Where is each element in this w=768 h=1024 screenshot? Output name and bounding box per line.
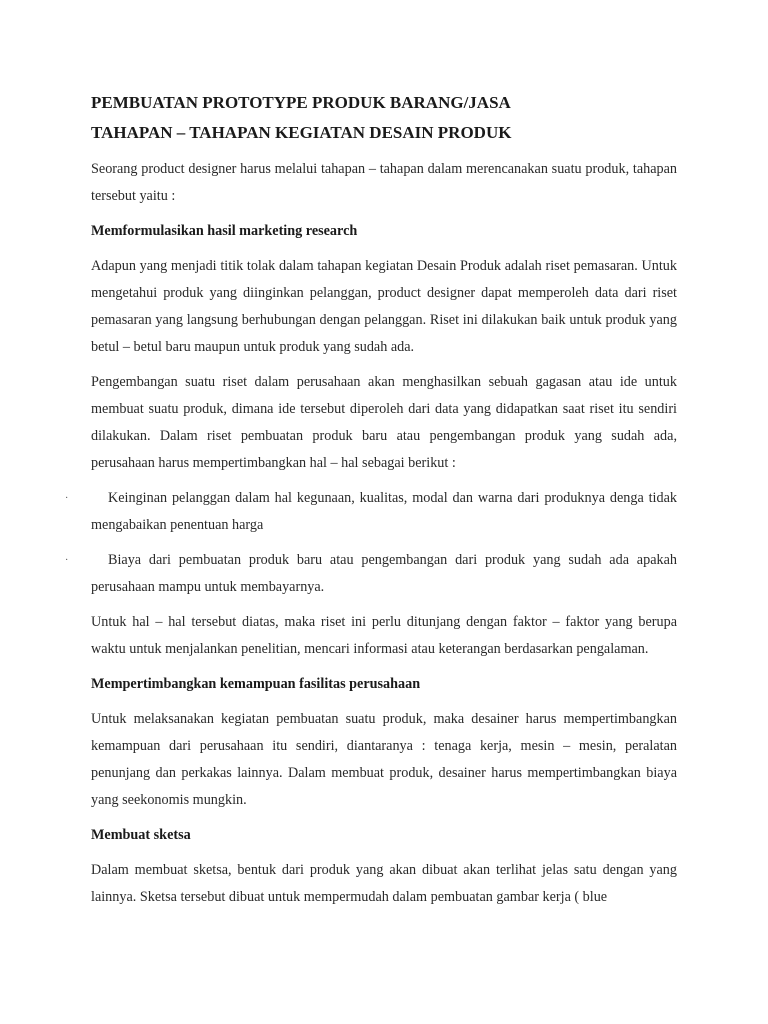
paragraph-marketing-research-3: Untuk hal – hal tersebut diatas, maka riset ini perlu ditunjang dengan faktor – faktor yang berupa waktu untuk menjalankan penelitian, mencari informasi atau keterangan berdasarkan pengalaman. <box>91 614 677 657</box>
section-heading-company-facilities: Mempertimbangkan kemampuan fasilitas perusahaan <box>91 676 421 692</box>
document-title: PEMBUATAN PROTOTYPE PRODUK BARANG/JASA <box>91 93 511 112</box>
bullet-item <box>65 547 677 601</box>
intro-paragraph: Seorang product designer harus melalui tahapan – tahapan dalam merencanakan suatu produk, tahapan tersebut yaitu : <box>91 161 677 204</box>
document-subtitle: TAHAPAN – TAHAPAN KEGIATAN DESAIN PRODUK <box>91 123 512 142</box>
bullet-text: Keinginan pelanggan dalam hal kegunaan, kualitas, modal dan warna dari produknya denga tidak mengabaikan penentuan harga <box>91 490 677 533</box>
paragraph-sketch-1: Dalam membuat sketsa, bentuk dari produk yang akan dibuat akan terlihat jelas satu dengan yang lainnya. Sketsa tersebut dibuat untuk mempermudah dalam pembuatan gambar kerja ( blue <box>91 862 677 905</box>
bullet-marker: · <box>65 493 69 504</box>
paragraph-marketing-research-2: Pengembangan suatu riset dalam perusahaan akan menghasilkan sebuah gagasan atau ide untuk membuat suatu produk, dimana ide tersebut diperoleh dari data yang didapatkan saat riset itu sendiri dilakukan. Dalam riset pembuatan produk baru atau pengembangan produk yang sudah ada, perusahaan harus mempertimbangkan hal – hal sebagai berikut : <box>91 374 677 471</box>
bullet-marker: · <box>65 555 69 566</box>
bullet-text: Biaya dari pembuatan produk baru atau pengembangan dari produk yang sudah ada apakah perusahaan mampu untuk membayarnya. <box>91 552 677 595</box>
section-heading-marketing-research: Memformulasikan hasil marketing research <box>91 223 358 239</box>
document-body <box>65 92 677 919</box>
section-heading-sketch: Membuat sketsa <box>91 827 191 843</box>
paragraph-marketing-research-1: Adapun yang menjadi titik tolak dalam tahapan kegiatan Desain Produk adalah riset pemasaran. Untuk mengetahui produk yang diinginkan pelanggan, product designer dapat memperoleh data dari riset pemasaran yang langsung berhubungan dengan pelanggan. Riset ini dilakukan baik untuk produk yang betul – betul baru maupun untuk produk yang sudah ada. <box>91 258 677 355</box>
bullet-item <box>65 485 677 539</box>
paragraph-company-facilities-1: Untuk melaksanakan kegiatan pembuatan suatu produk, maka desainer harus mempertimbangkan kemampuan dari perusahaan itu sendiri, diantaranya : tenaga kerja, mesin – mesin, peralatan penunjang dan perkakas lainnya. Dalam membuat produk, desainer harus mempertimbangkan biaya yang seekonomis mungkin. <box>91 711 677 808</box>
